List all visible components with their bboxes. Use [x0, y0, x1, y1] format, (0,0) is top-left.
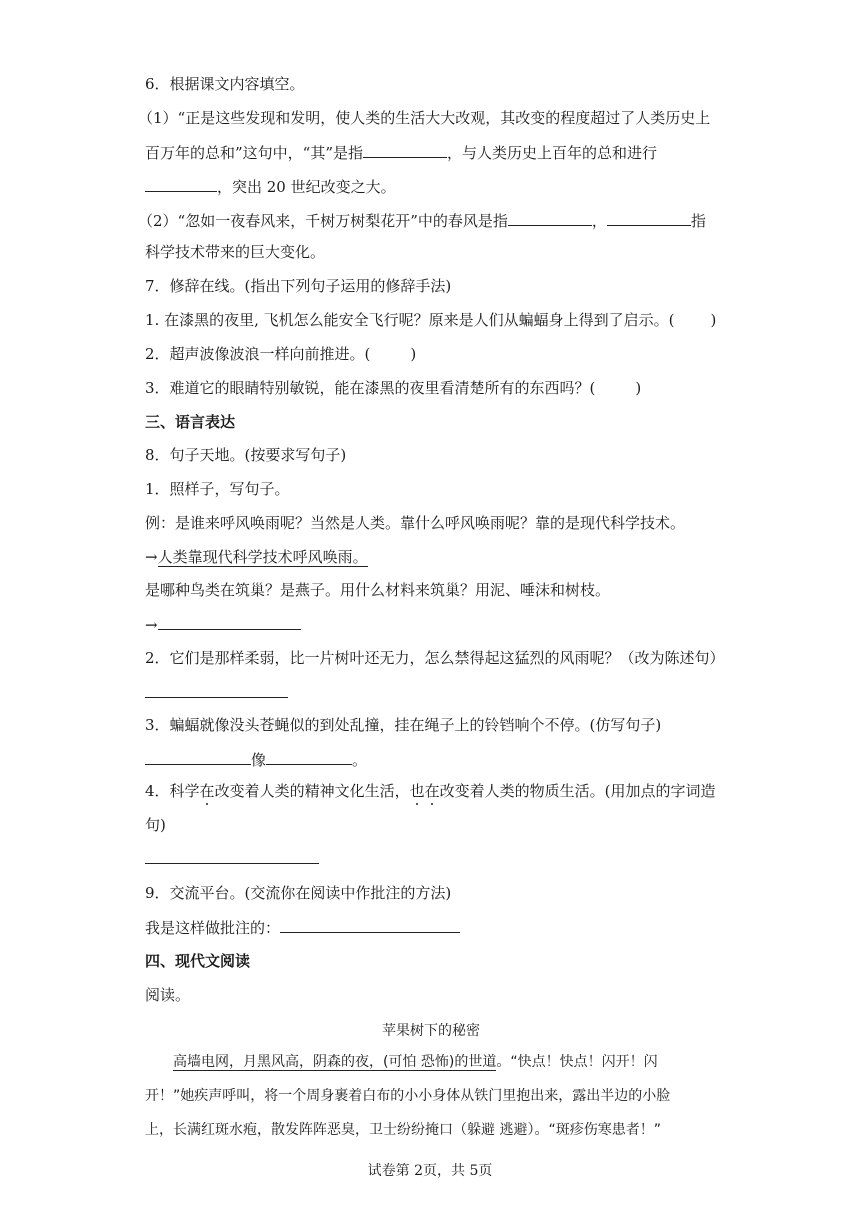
- q7-sentence-3: [145, 378, 641, 398]
- q8-item-3: 3．蝙蝠就像没头苍蝇似的到处乱撞，挂在绳子上的铃铛响个不停。(仿写句子): [145, 716, 662, 734]
- q6-blank-2[interactable]: [145, 176, 217, 192]
- q8-item-4-text-b: 改变着人类的精神文化生活，: [214, 782, 410, 800]
- q7-close-3: ): [635, 379, 642, 397]
- q8-task-answer-blank[interactable]: [158, 614, 301, 630]
- story-line-1-underlined: 高墙电网，月黑风高，阴森的夜，(可怕 恐怖)的世道: [173, 1054, 497, 1070]
- q6-blank-3[interactable]: [508, 210, 592, 226]
- arrow-icon: →: [145, 548, 158, 566]
- q7-heading: 7．修辞在线。(指出下列句子运用的修辞手法): [145, 277, 452, 295]
- q8-heading: 8．句子天地。(按要求写句子): [145, 446, 347, 464]
- q6-heading: 6．根据课文内容填空。: [145, 75, 305, 93]
- q8-task-answer: [145, 614, 301, 635]
- q8-item-4: [145, 781, 715, 801]
- arrow-icon: →: [145, 616, 158, 634]
- q6-part1-text-a: 百万年的总和”这句中，“其”是指: [145, 144, 364, 162]
- q7-close-2: ): [410, 345, 417, 363]
- q7-sentence-2: [145, 344, 416, 364]
- q6-blank-4[interactable]: [607, 210, 691, 226]
- q8-item-3-blank-1[interactable]: [145, 749, 251, 765]
- section-3-heading: 三、语言表达: [145, 413, 236, 431]
- q8-item-4-answer: [145, 848, 319, 869]
- q8-item-4-dotted-1: 在: [199, 782, 215, 800]
- q6-part1-line3: [145, 176, 396, 197]
- q7-sentence-3-text: 3．难道它的眼睛特别敏锐，能在漆黑的夜里看清楚所有的东西吗？(: [145, 379, 596, 397]
- q6-part2-line1: [138, 210, 706, 231]
- q8-task: 是哪种鸟类在筑巢？是燕子。用什么材料来筑巢？用泥、唾沫和树枝。: [145, 581, 611, 599]
- q8-item-4-cont: 句): [145, 816, 166, 834]
- q8-example-answer: [145, 547, 368, 567]
- q7-sentence-1-text: 1. 在漆黑的夜里, 飞机怎么能安全飞行呢？原来是人们从蝙蝠身上得到了启示。(: [145, 311, 675, 329]
- story-line-3: 上，长满红斑水疱，散发阵阵恶臭，卫士纷纷掩口（躲避 逃避）。“斑疹伤寒患者！”: [145, 1122, 661, 1138]
- story-title: 苹果树下的秘密: [382, 1023, 480, 1039]
- q8-item-4-dotted-3: 在: [424, 782, 440, 800]
- q8-example-answer-text: 人类靠现代科学技术呼风唤雨。: [157, 548, 368, 566]
- read-instruction: 阅读。: [145, 986, 191, 1004]
- q7-sentence-2-text: 2．超声波像波浪一样向前推进。(: [145, 345, 371, 363]
- q6-part1-line1: （1）“正是这些发现和发明，使人类的生活大大改观，其改变的程度超过了人类历史上: [138, 109, 711, 127]
- q6-blank-1[interactable]: [363, 142, 447, 158]
- q8-item-4-text-c: 改变着人类的物质生活。(用加点的字词造: [439, 782, 716, 800]
- q6-part2-text-a: （2）“忽如一夜春风来，千树万树梨花开”中的春风是指: [138, 212, 508, 230]
- q9-answer-blank[interactable]: [280, 917, 460, 933]
- q6-part1-line2: [145, 142, 657, 163]
- q8-item-2-blank[interactable]: [145, 682, 288, 698]
- q8-item-3-xiang: 像: [251, 751, 267, 769]
- q6-part1-text-c: ，突出 20 世纪改变之大。: [217, 178, 396, 196]
- q9-answer-label: 我是这样做批注的：: [145, 919, 281, 937]
- q6-part2-zhi: 指: [690, 212, 706, 230]
- q8-item-3-answer: [145, 749, 367, 770]
- story-line-1-rest: 。“快点！快点！闪开！闪: [496, 1054, 658, 1070]
- q8-item-4-dotted-2: 也: [409, 782, 425, 800]
- story-line-2: 开！”她疾声呼叫，将一个周身裹着白布的小小身体从铁门里抱出来，露出半边的小脸: [145, 1088, 671, 1104]
- q8-item-3-blank-2[interactable]: [266, 749, 352, 765]
- page-footer: 试卷第 2页，共 5页: [367, 1163, 493, 1179]
- q6-part1-text-b: ，与人类历史上百年的总和进行: [447, 144, 658, 162]
- q8-item-2: 2．它们是那样柔弱，比一片树叶还无力，怎么禁得起这猛烈的风雨呢？（改为陈述句）: [145, 649, 725, 667]
- q8-item-2-answer: [145, 682, 288, 703]
- q7-sentence-1: [145, 310, 716, 330]
- q6-part2-comma: ，: [591, 212, 607, 230]
- q9-answer-line: [145, 917, 460, 938]
- section-4-heading: 四、现代文阅读: [145, 952, 251, 970]
- q8-item-3-period: 。: [352, 751, 368, 769]
- q8-item-4-blank[interactable]: [145, 848, 319, 864]
- story-line-1: [173, 1052, 745, 1072]
- q8-example: 例：是谁来呼风唤雨呢？当然是人类。靠什么呼风唤雨呢？靠的是现代科学技术。: [145, 514, 686, 532]
- q8-item-1: 1．照样子，写句子。: [145, 480, 290, 498]
- q7-close-1: ): [710, 311, 717, 329]
- q6-part2-line2: 科学技术带来的巨大变化。: [145, 243, 326, 261]
- q8-item-4-text-a: 4．科学: [145, 782, 200, 800]
- q9-heading: 9．交流平台。(交流你在阅读中作批注的方法): [145, 884, 452, 902]
